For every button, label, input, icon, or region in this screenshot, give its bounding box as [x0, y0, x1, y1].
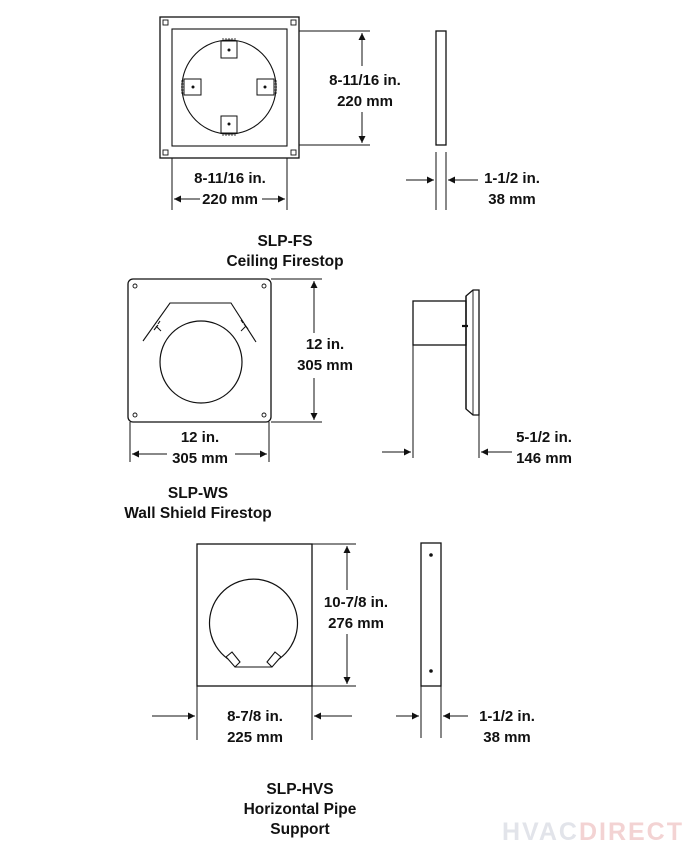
slp-hvs-width-in: 8-7/8 in.: [227, 708, 283, 725]
slp-ws-width-label: [160, 427, 240, 469]
slp-hvs-depth-mm: 38 mm: [483, 729, 531, 746]
slp-hvs-depth-label: [462, 706, 552, 748]
watermark-part2: DIRECT: [578, 818, 684, 846]
slp-fs-name: Ceiling Firestop: [226, 253, 344, 270]
slp-hvs-height-label: [308, 592, 404, 634]
slp-fs-height-in: 8-11/16 in.: [329, 72, 401, 89]
slp-hvs-height-mm: 276 mm: [328, 615, 384, 632]
slp-hvs-width-label: [207, 706, 303, 748]
slp-ws-width-in: 12 in.: [180, 429, 220, 446]
slp-ws-height-in: 12 in.: [305, 336, 345, 353]
hvacdirect-watermark: [502, 818, 684, 847]
slp-fs-height-mm: 220 mm: [337, 93, 393, 110]
slp-fs-front-view: [160, 17, 299, 158]
slp-fs-height-label: [310, 70, 420, 112]
slp-ws-depth-label: [499, 427, 589, 469]
slp-hvs-height-in: 10-7/8 in.: [323, 594, 389, 611]
slp-ws-width-mm: 305 mm: [172, 450, 228, 467]
slp-fs-width-label: [175, 168, 285, 210]
slp-fs-caption: [195, 232, 375, 272]
slp-ws-depth-mm: 146 mm: [516, 450, 572, 467]
slp-ws-height-mm: 305 mm: [297, 357, 353, 374]
slp-hvs-model: SLP-HVS: [266, 781, 334, 798]
slp-ws-name: Wall Shield Firestop: [124, 505, 272, 522]
slp-hvs-caption: [225, 780, 375, 840]
slp-fs-side-view: [436, 31, 446, 210]
slp-hvs-name-line2: Support: [270, 821, 330, 838]
slp-ws-height-label: [285, 334, 365, 376]
slp-hvs-side-view: [421, 543, 441, 738]
slp-ws-depth-in: 5-1/2 in.: [516, 429, 572, 446]
slp-hvs-front-view: [197, 544, 312, 686]
slp-fs-width-mm: 220 mm: [202, 191, 258, 208]
slp-ws-model: SLP-WS: [167, 485, 229, 502]
slp-fs-width-in: 8-11/16 in.: [194, 170, 266, 187]
slp-fs-depth-label: [467, 168, 557, 210]
slp-hvs-width-mm: 225 mm: [227, 729, 283, 746]
slp-hvs-name-line1: Horizontal Pipe: [243, 801, 357, 818]
slp-hvs-depth-in: 1-1/2 in.: [479, 708, 535, 725]
watermark-part1: HVAC: [501, 818, 579, 846]
slp-fs-model: SLP-FS: [257, 233, 313, 250]
slp-fs-depth-mm: 38 mm: [488, 191, 536, 208]
slp-fs-depth-in: 1-1/2 in.: [484, 170, 540, 187]
slp-ws-caption: [98, 484, 298, 524]
slp-ws-front-view: [128, 279, 271, 422]
slp-ws-side-view: [413, 290, 479, 458]
